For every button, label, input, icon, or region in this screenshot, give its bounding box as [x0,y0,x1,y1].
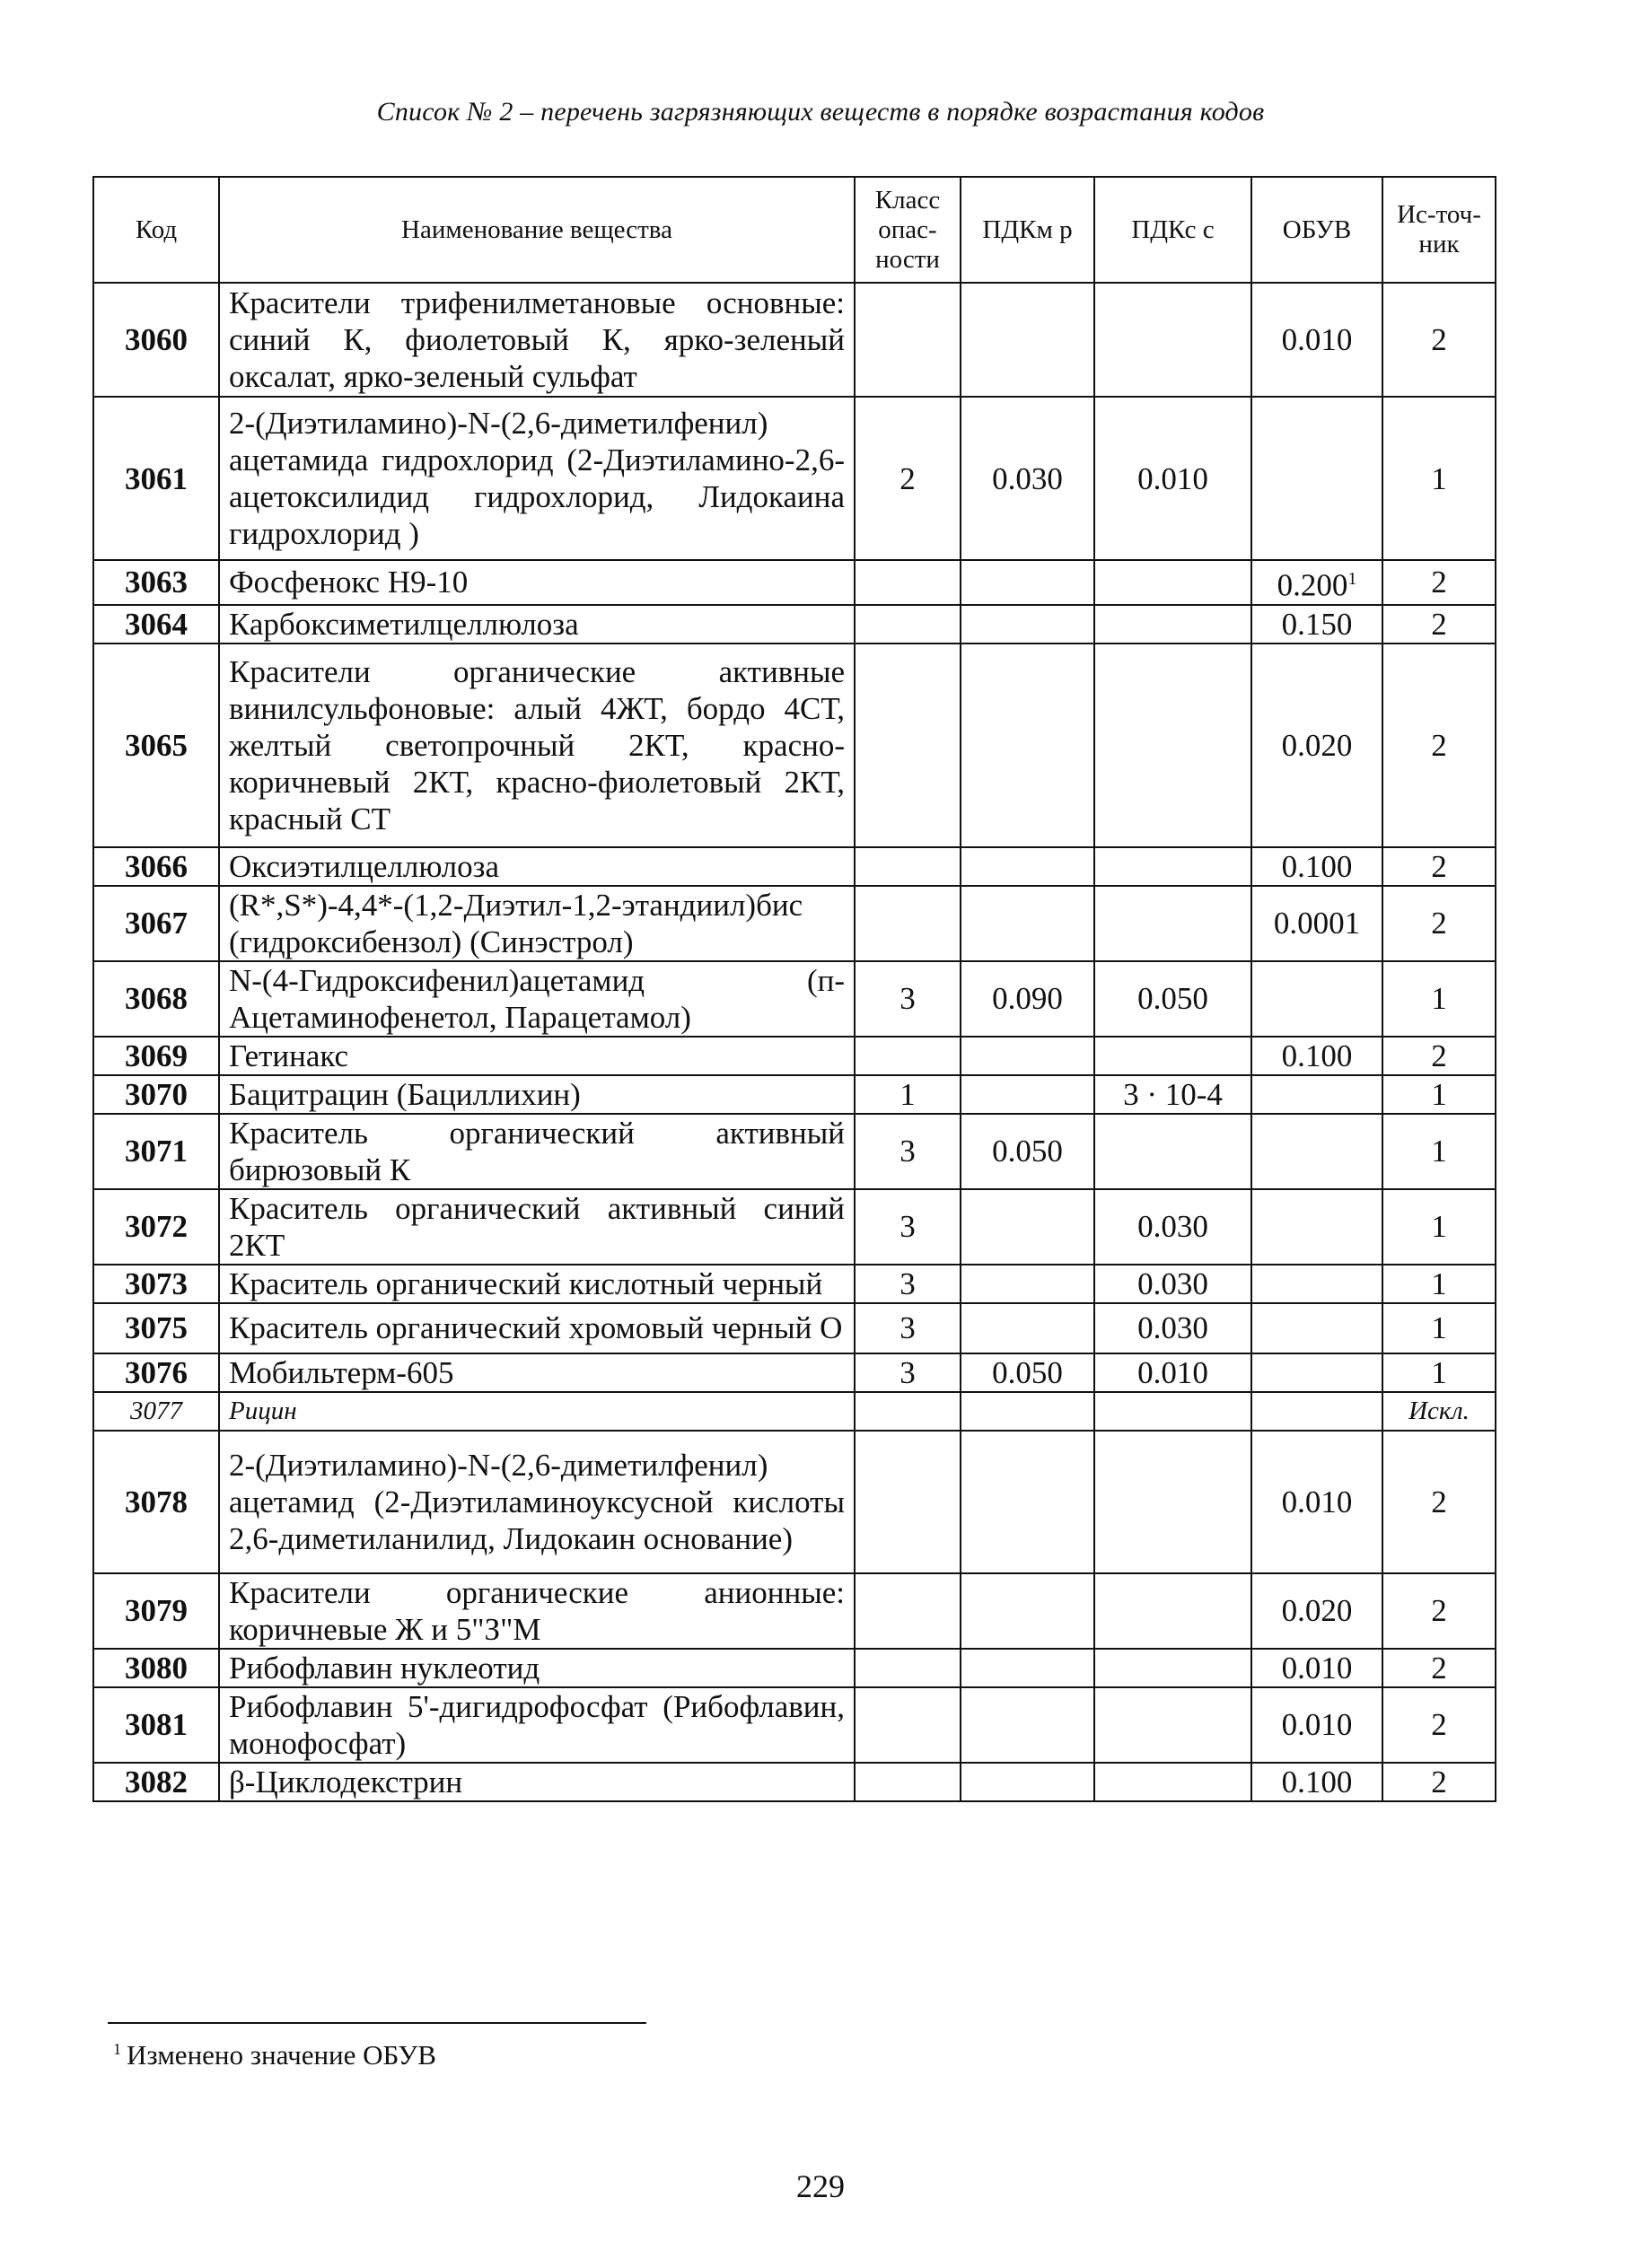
table-row [93,961,1496,1037]
cell-obuv [1251,1114,1382,1189]
cell-code: 3072 [93,1189,219,1265]
table-row [93,1687,1496,1763]
cell-pdk-ss [1094,1431,1251,1573]
cell-name: Оксиэтилцеллюлоза [219,847,855,886]
header-pdk-mr: ПДКм р [961,177,1094,283]
cell-hazard-class [855,560,961,605]
cell-hazard-class: 3 [855,1114,961,1189]
cell-code: 3073 [93,1265,219,1303]
cell-pdk-mr [961,1392,1094,1431]
cell-name: Бацитрацин (Бациллихин) [219,1075,855,1114]
cell-pdk-mr [961,1037,1094,1075]
cell-obuv [1251,1392,1382,1431]
cell-name: Рибофлавин 5'-дигидрофосфат (Рибофлавин, монофосфат) [219,1687,855,1763]
cell-code: 3081 [93,1687,219,1763]
cell-hazard-class: 3 [855,1265,961,1303]
cell-name: (R*,S*)-4,4*-(1,2-Диэтил-1,2-этандиил)бис (гидроксибензол) (Синэстрол) [219,886,855,961]
cell-source: 1 [1382,1353,1496,1392]
cell-pdk-mr [961,1687,1094,1763]
cell-hazard-class [855,1687,961,1763]
cell-pdk-ss [1094,1649,1251,1687]
cell-code: 3061 [93,397,219,560]
cell-obuv [1251,961,1382,1037]
cell-code: 3076 [93,1353,219,1392]
header-source: Ис-точ-ник [1382,177,1496,283]
cell-source: 1 [1382,961,1496,1037]
cell-obuv: 0.100 [1251,847,1382,886]
footnote-divider [108,2022,646,2024]
cell-pdk-mr: 0.050 [961,1353,1094,1392]
header-pdk-ss: ПДКс с [1094,177,1251,283]
cell-pdk-mr [961,283,1094,397]
cell-hazard-class [855,886,961,961]
cell-pdk-ss: 0.010 [1094,397,1251,560]
cell-obuv: 0.010 [1251,1649,1382,1687]
cell-code: 3067 [93,886,219,961]
cell-name: Краситель органический активный бирюзовый К [219,1114,855,1189]
cell-obuv: 0.200$^1$ [1251,560,1382,605]
cell-source: Искл. [1382,1392,1496,1431]
table-row [93,397,1496,560]
cell-pdk-mr [961,644,1094,847]
cell-obuv [1251,1303,1382,1353]
cell-pdk-mr [961,1265,1094,1303]
cell-pdk-mr: 0.090 [961,961,1094,1037]
cell-hazard-class [855,1573,961,1649]
cell-obuv: 0.100 [1251,1763,1382,1801]
cell-code: 3068 [93,961,219,1037]
footnote [113,2039,436,2071]
table-row [93,1037,1496,1075]
cell-hazard-class: 3 [855,1353,961,1392]
cell-code: 3060 [93,283,219,397]
cell-code: 3063 [93,560,219,605]
table-row [93,1189,1496,1265]
cell-obuv: 0.010 [1251,283,1382,397]
cell-code: 3064 [93,605,219,644]
cell-hazard-class: 3 [855,1189,961,1265]
cell-pdk-ss: 0.030 [1094,1189,1251,1265]
cell-obuv: 0.150 [1251,605,1382,644]
cell-source: 2 [1382,1037,1496,1075]
header-name: Наименование вещества [219,177,855,283]
cell-pdk-ss [1094,560,1251,605]
cell-source: 2 [1382,283,1496,397]
cell-pdk-mr [961,1189,1094,1265]
table-row [93,283,1496,397]
cell-name: Красители органические активные винилсульфоновые: алый 4ЖТ, бордо 4СТ, желтый светопрочный 2КТ, красно-коричневый 2КТ, красно-фиолетовый 2КТ, красный СТ [219,644,855,847]
table-row [93,1075,1496,1114]
header-code: Код [93,177,219,283]
table-row [93,1763,1496,1801]
cell-hazard-class: 2 [855,397,961,560]
footnote-text: Изменено значение ОБУВ [127,2039,436,2071]
cell-obuv [1251,1265,1382,1303]
page-number: 229 [796,2168,845,2204]
cell-obuv: 0.020 [1251,1573,1382,1649]
cell-name: β-Циклодекстрин [219,1763,855,1801]
cell-name: Краситель органический активный синий 2КТ [219,1189,855,1265]
cell-source: 2 [1382,560,1496,605]
cell-source: 2 [1382,847,1496,886]
footnote-mark: 1 [113,2039,121,2058]
cell-name: Красители органические анионные: коричневые Ж и 5"З"М [219,1573,855,1649]
cell-hazard-class: 1 [855,1075,961,1114]
cell-pdk-ss [1094,886,1251,961]
cell-hazard-class [855,847,961,886]
cell-pdk-ss [1094,1392,1251,1431]
cell-source: 2 [1382,1687,1496,1763]
cell-pdk-ss: 3 · 10-4 [1094,1075,1251,1114]
table-row [93,1649,1496,1687]
cell-pdk-mr [961,847,1094,886]
cell-name: Рицин [219,1392,855,1431]
cell-obuv [1251,1353,1382,1392]
cell-hazard-class [855,1392,961,1431]
cell-pdk-ss [1094,847,1251,886]
cell-obuv: 0.020 [1251,644,1382,847]
cell-pdk-ss [1094,1573,1251,1649]
cell-code: 3078 [93,1431,219,1573]
cell-pdk-mr: 0.050 [961,1114,1094,1189]
table-row [93,1353,1496,1392]
cell-name: N-(4-Гидроксифенил)ацетамид (п-Ацетаминофенетол, Парацетамол) [219,961,855,1037]
cell-name: 2-(Диэтиламино)-N-(2,6-диметилфенил) ацетамида гидрохлорид (2-Диэтиламино-2,6-ацетоксилидид гидрохлорид, Лидокаина гидрохлорид ) [219,397,855,560]
cell-name: Фосфенокс Н9-10 [219,560,855,605]
cell-source: 1 [1382,1303,1496,1353]
header-obuv: ОБУВ [1251,177,1382,283]
cell-hazard-class [855,1763,961,1801]
cell-pdk-ss: 0.050 [1094,961,1251,1037]
table-row [93,1265,1496,1303]
cell-pdk-ss: 0.030 [1094,1265,1251,1303]
table-header-row [93,177,1496,283]
cell-pdk-mr [961,886,1094,961]
cell-pdk-mr: 0.030 [961,397,1094,560]
cell-source: 2 [1382,1649,1496,1687]
cell-name: Красители трифенилметановые основные: синий К, фиолетовый К, ярко-зеленый оксалат, ярко-зеленый сульфат [219,283,855,397]
cell-pdk-mr [961,1763,1094,1801]
cell-code: 3075 [93,1303,219,1353]
substances-table [92,176,1496,1802]
cell-pdk-ss [1094,1763,1251,1801]
obuv-footnote-mark: 1 [1347,569,1357,589]
cell-pdk-ss [1094,283,1251,397]
cell-hazard-class [855,605,961,644]
cell-pdk-ss [1094,644,1251,847]
cell-hazard-class [855,283,961,397]
cell-name: Гетинакс [219,1037,855,1075]
table-row [93,605,1496,644]
cell-obuv [1251,397,1382,560]
cell-hazard-class [855,644,961,847]
cell-pdk-ss: 0.010 [1094,1353,1251,1392]
cell-obuv: 0.0001 [1251,886,1382,961]
table-row [93,886,1496,961]
cell-code: 3079 [93,1573,219,1649]
table-body [93,283,1496,1801]
cell-source: 1 [1382,397,1496,560]
cell-hazard-class [855,1431,961,1573]
cell-hazard-class [855,1649,961,1687]
cell-pdk-ss [1094,1037,1251,1075]
cell-hazard-class: 3 [855,961,961,1037]
cell-code: 3077 [93,1392,219,1431]
cell-source: 2 [1382,605,1496,644]
cell-code: 3082 [93,1763,219,1801]
cell-source: 1 [1382,1114,1496,1189]
cell-pdk-mr [961,1303,1094,1353]
cell-source: 1 [1382,1265,1496,1303]
cell-name: Рибофлавин нуклеотид [219,1649,855,1687]
cell-pdk-mr [961,560,1094,605]
cell-name: Краситель органический кислотный черный [219,1265,855,1303]
cell-name: 2-(Диэтиламино)-N-(2,6-диметилфенил) ацетамид (2-Диэтиламиноуксусной кислоты 2,6-диметиланилид, Лидокаин основание) [219,1431,855,1573]
table-row [93,1392,1496,1431]
cell-source: 1 [1382,1075,1496,1114]
cell-source: 2 [1382,1763,1496,1801]
cell-code: 3070 [93,1075,219,1114]
table-row [93,847,1496,886]
cell-source: 2 [1382,1431,1496,1573]
cell-code: 3065 [93,644,219,847]
cell-pdk-mr [961,1649,1094,1687]
table-row [93,644,1496,847]
cell-pdk-mr [961,1573,1094,1649]
cell-name: Краситель органический хромовый черный О [219,1303,855,1353]
cell-obuv [1251,1075,1382,1114]
cell-code: 3071 [93,1114,219,1189]
cell-code: 3066 [93,847,219,886]
cell-pdk-ss: 0.030 [1094,1303,1251,1353]
cell-code: 3080 [93,1649,219,1687]
header-hazard-class: Класс опас-ности [855,177,961,283]
cell-source: 2 [1382,644,1496,847]
cell-pdk-ss [1094,1687,1251,1763]
cell-pdk-mr [961,1431,1094,1573]
cell-name: Карбоксиметилцеллюлоза [219,605,855,644]
table-row [93,1303,1496,1353]
cell-pdk-mr [961,605,1094,644]
cell-hazard-class [855,1037,961,1075]
table-row [93,560,1496,605]
cell-source: 1 [1382,1189,1496,1265]
cell-code: 3069 [93,1037,219,1075]
cell-pdk-ss [1094,605,1251,644]
cell-source: 2 [1382,886,1496,961]
cell-obuv: 0.100 [1251,1037,1382,1075]
cell-source: 2 [1382,1573,1496,1649]
cell-name: Мобильтерм-605 [219,1353,855,1392]
cell-obuv: 0.010 [1251,1431,1382,1573]
cell-obuv [1251,1189,1382,1265]
table-row [93,1431,1496,1573]
cell-pdk-ss [1094,1114,1251,1189]
cell-obuv: 0.010 [1251,1687,1382,1763]
cell-pdk-mr [961,1075,1094,1114]
cell-hazard-class: 3 [855,1303,961,1353]
table-row [93,1114,1496,1189]
table-row [93,1573,1496,1649]
page-title: Список № 2 – перечень загрязняющих веществ в порядке возрастания кодов [376,97,1265,127]
